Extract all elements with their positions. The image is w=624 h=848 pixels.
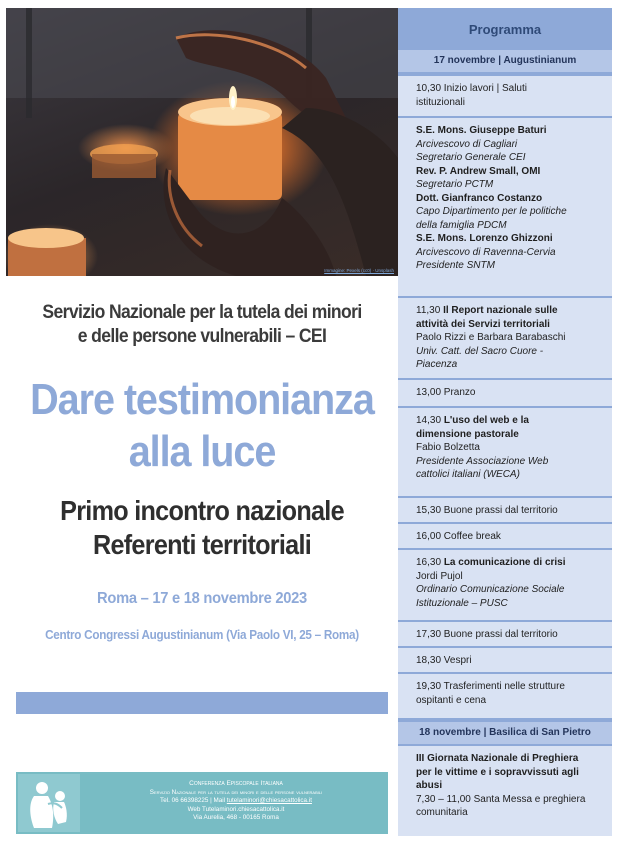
web-title [416,414,602,428]
speaker-name: S.E. Mons. Giuseppe Baturi [416,125,547,136]
vespers-item [398,648,612,672]
session-speaker: Jordi Pujol [416,570,463,582]
footer-box [16,772,388,834]
session-speakers: Paolo Rizzi e Barbara Barabaschi [416,332,566,343]
session-affiliation: Ordinario Comunicazione Sociale [416,584,565,595]
program-sidebar [398,8,612,836]
vespers-text: 18,30 Vespri [416,655,472,666]
report-title [416,304,602,318]
opening-block [398,76,612,116]
prayer-block [398,746,612,836]
program-heading: Programma [468,22,542,37]
session-title: L'uso del web e la [443,415,529,426]
crisis-session [398,550,612,620]
footer-conference: Conferenza Episcopale Italiana [189,780,283,787]
decorative-band [16,692,388,714]
subtitle-line-2: Referenti territoriali [92,529,312,560]
lunch-text: 13,00 Pranzo [416,387,476,398]
transfer-item [398,674,612,718]
figure-icon [18,774,80,832]
day-2-header: 18 novembre | Basilica di San Pietro [398,722,612,744]
speaker-name: S.E. Mons. Lorenzo Ghizzoni [416,233,553,244]
footer-address: Via Aurelia, 468 - 00165 Roma [193,814,279,822]
session-time: 14,30 [416,415,442,426]
opening-line-2: istituzionali [416,96,465,108]
service-logo [18,774,80,832]
speaker-name: Dott. Gianfranco Costanzo [416,192,543,204]
footer-service: Servizio Nazionale per la tutela dei minori e delle persone vulnerabili [149,788,323,796]
mass-line-1: 7,30 – 11,00 Santa Messa e preghiera [416,793,586,805]
event-subtitle [26,494,379,562]
session-title: Il Report nazionale sulle [443,305,558,316]
coffee-item [398,524,612,548]
session-affiliation: Istituzionale – PUSC [416,597,508,609]
crisis-title [416,556,602,570]
speaker-role: della famiglia PDCM [416,219,507,231]
prayer-title-cont: per le vittime e i sopravvissuti agli [416,766,579,778]
speaker-role: Segretario Generale CEI [416,152,526,163]
session-time: 16,30 [416,557,442,568]
transfer-line-2: ospitanti e cena [416,694,487,706]
practices-text: 17,30 Buone prassi dal territorio [416,629,558,640]
title-line-2: alla luce [128,427,276,476]
session-affiliation: cattolici italiani (WECA) [416,469,520,480]
org-line-1: Servizio Nazionale per la tutela dei minori [42,301,362,323]
web-session [398,408,612,496]
footer-mail-link[interactable]: tutelaminori@chiesacattolica.it [226,797,312,805]
opening-line-1: 10,30 Inizio lavori | Saluti [416,83,527,94]
org-line-2: e delle persone vulnerabili – CEI [77,325,327,347]
event-title [26,374,379,478]
speaker-role: Arcivescovo di Ravenna-Cervia [416,246,556,258]
session-affiliation: Piacenza [416,359,458,370]
speaker-role: Capo Dipartimento per le politiche [416,206,567,217]
speaker-role: Segretario PCTM [416,179,494,190]
lunch-item [398,380,612,406]
report-session [398,298,612,378]
title-line-1: Dare testimonianza [30,375,374,424]
speaker-role: Presidente SNTM [416,260,495,271]
event-venue: Centro Congressi Augustinianum (Via Paolo VI, 25 – Roma) [45,627,359,642]
mass-line-2: comunitaria [416,807,468,818]
session-title-cont: dimensione pastorale [416,428,519,440]
practices-text: 15,30 Buone prassi dal territorio [416,505,558,516]
footer-contacts [88,780,384,823]
prayer-title-cont: abusi [416,780,443,791]
speaker-name: Rev. P. Andrew Small, OMI [416,165,541,177]
speakers-block [398,118,612,296]
session-affiliation: Presidente Associazione Web [416,455,549,467]
session-title: La comunicazione di crisi [443,557,566,568]
session-title-cont: attività dei Servizi territoriali [416,318,550,330]
session-affiliation: Univ. Catt. del Sacro Cuore - [416,345,544,357]
event-dates: Roma – 17 e 18 novembre 2023 [97,590,307,607]
subtitle-line-1: Primo incontro nazionale [60,495,344,526]
footer-phone: Tel. 06 66398225 | Mail [160,797,226,805]
footer-web[interactable]: Web Tutelaminori.chiesacattolica.it [187,805,285,813]
day-1-header: 17 novembre | Augustinianum [398,50,612,72]
candles-photo [6,8,398,276]
session-time: 11,30 [416,305,441,316]
practices-item-2 [398,622,612,646]
photo-credit[interactable]: Immagine: Pexels (cc0) · Unsplash [324,268,394,273]
coffee-text: 16,00 Coffee break [416,531,501,542]
organization-title [26,300,379,348]
practices-item-1 [398,498,612,522]
session-speaker: Fabio Bolzetta [416,442,480,453]
candle-illustration [6,8,398,276]
prayer-title: III Giornata Nazionale di Preghiera [416,753,579,764]
footer-phone-mail [88,797,384,806]
speaker-role: Arcivescovo di Cagliari [416,138,518,150]
transfer-line-1: 19,30 Trasferimenti nelle strutture [416,681,565,692]
